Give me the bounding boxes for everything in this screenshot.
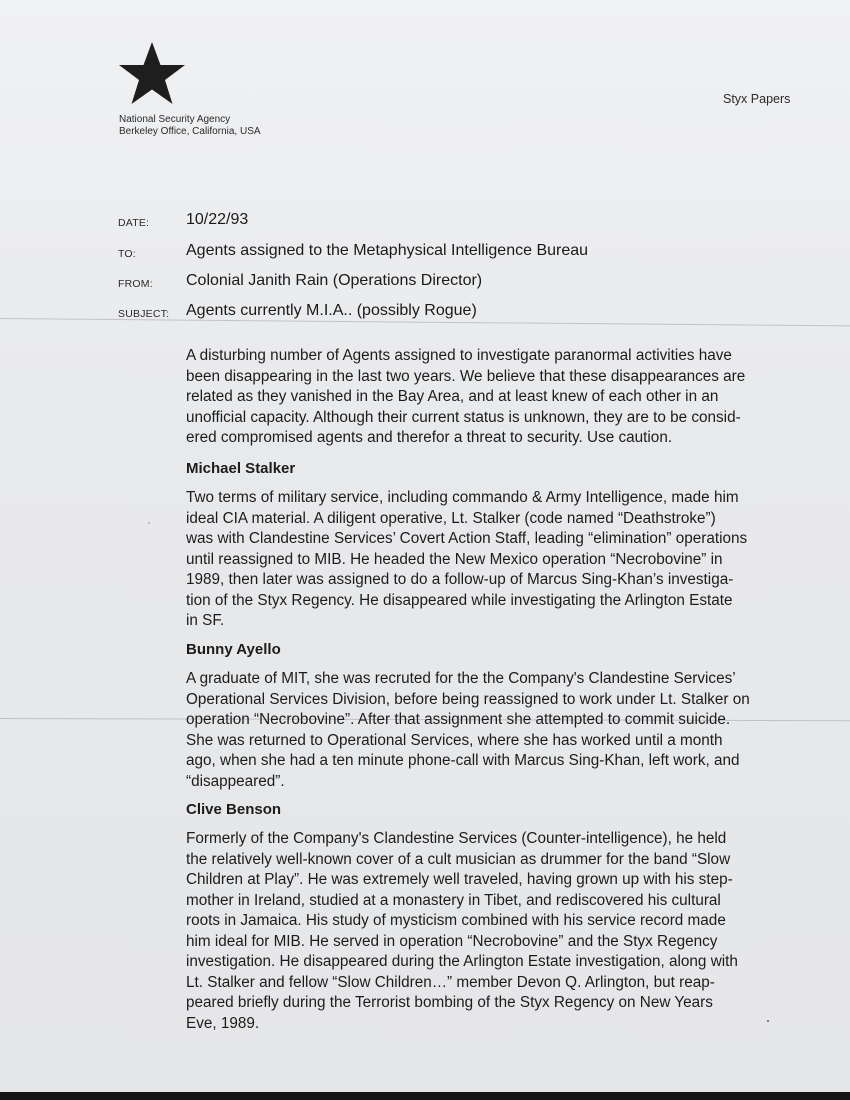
paragraph-line: Operational Services Division, before being reassigned to work under Lt. Stalker on <box>186 690 750 708</box>
paragraph-line: 1989, then later was assigned to do a follow-up of Marcus Sing-Khan’s investiga- <box>186 571 734 588</box>
paragraph-line: mother in Ireland, studied at a monastery in Tibet, and rediscovered his cultural <box>186 891 721 909</box>
agent-name-heading: Bunny Ayello <box>186 641 281 658</box>
paragraph-line: Two terms of military service, including commando & Army Intelligence, made him <box>186 489 739 506</box>
paragraph-line: “disappeared”. <box>186 772 285 790</box>
paragraph-line: until reassigned to MIB. He headed the New Mexico operation “Necrobovine” in <box>186 550 723 568</box>
paragraph-line: Lt. Stalker and fellow “Slow Children…” member Devon Q. Arlington, but reap- <box>186 973 715 991</box>
to-value: Agents assigned to the Metaphysical Intelligence Bureau <box>186 242 589 259</box>
memo-date-row <box>0 211 850 235</box>
paragraph-line: tion of the Styx Regency. He disappeared while investigating the Arlington Estate <box>186 591 733 609</box>
paragraph-line: him ideal for MIB. He served in operation “Necrobovine” and the Styx Regency <box>186 932 718 950</box>
from-value: Colonial Janith Rain (Operations Director) <box>186 272 483 289</box>
paragraph-line: in SF. <box>186 612 225 629</box>
paragraph-line: Children at Play”. He was extremely well traveled, having grown up with his step- <box>186 871 733 888</box>
paragraph-line: A disturbing number of Agents assigned to investigate paranormal activities have <box>186 347 732 364</box>
paragraph-line: been disappearing in the last two years. We believe that these disappearances are <box>186 367 746 385</box>
paragraph-line: was with Clandestine Services’ Covert Action Staff, leading “elimination” operations <box>186 530 748 547</box>
subject-label: SUBJECT: <box>118 308 170 320</box>
to-label: TO: <box>118 248 136 260</box>
paragraph-line: A graduate of MIT, she was recruted for the the Company's Clandestine Services’ <box>186 670 736 687</box>
paragraph-line: ideal CIA material. A diligent operative, Lt. Stalker (code named “Deathstroke”) <box>186 509 716 527</box>
star-icon <box>117 40 187 106</box>
paragraph-line: investigation. He disappeared during the Arlington Estate investigation, along with <box>186 953 738 970</box>
date-label: DATE: <box>118 217 150 229</box>
paragraph-line: Eve, 1989. <box>186 1014 260 1032</box>
date-value: 10/22/93 <box>186 211 249 228</box>
agent-name-heading: Michael Stalker <box>186 460 296 477</box>
collection-label: Styx Papers <box>723 92 791 106</box>
paragraph-line: ago, when she had a ten minute phone-call with Marcus Sing-Khan, left work, and <box>186 752 740 769</box>
agency-name: National Security Agency <box>119 114 231 125</box>
paragraph-line: related as they vanished in the Bay Area, and at least knew of each other in an <box>186 388 719 405</box>
paragraph-line: operation “Necrobovine”. After that assignment she attempted to commit suicide. <box>186 711 731 728</box>
memo-subject-row <box>0 302 850 326</box>
paragraph-line: She was returned to Operational Services, where she has worked until a month <box>186 731 723 749</box>
paragraph-line: peared briefly during the Terrorist bombing of the Styx Regency on New Years <box>186 994 713 1011</box>
paragraph-line: the relatively well-known cover of a cult musician as drummer for the band “Slow <box>186 850 731 868</box>
agent-name-heading: Clive Benson <box>186 801 282 818</box>
paper-speck <box>767 1020 769 1022</box>
paper-speck <box>148 522 150 524</box>
subject-value: Agents currently M.I.A.. (possibly Rogue) <box>186 302 477 319</box>
from-label: FROM: <box>118 278 153 290</box>
agent-paragraph <box>186 669 806 792</box>
paragraph-line: roots in Jamaica. His study of mysticism combined with his service record made <box>186 912 726 929</box>
memo-to-row <box>0 242 850 266</box>
memo-from-row <box>0 272 850 296</box>
agent-paragraph <box>186 488 806 632</box>
agency-office: Berkeley Office, California, USA <box>119 126 261 137</box>
agency-block <box>119 114 261 138</box>
scan-edge <box>0 1092 850 1100</box>
paragraph-line: unofficial capacity. Although their current status is unknown, they are to be consid- <box>186 408 741 426</box>
intro-paragraph <box>186 346 806 449</box>
paragraph-line: ered compromised agents and therefor a threat to security. Use caution. <box>186 429 673 446</box>
paragraph-line: Formerly of the Company's Clandestine Services (Counter-intelligence), he held <box>186 830 727 847</box>
agent-paragraph <box>186 829 806 1034</box>
